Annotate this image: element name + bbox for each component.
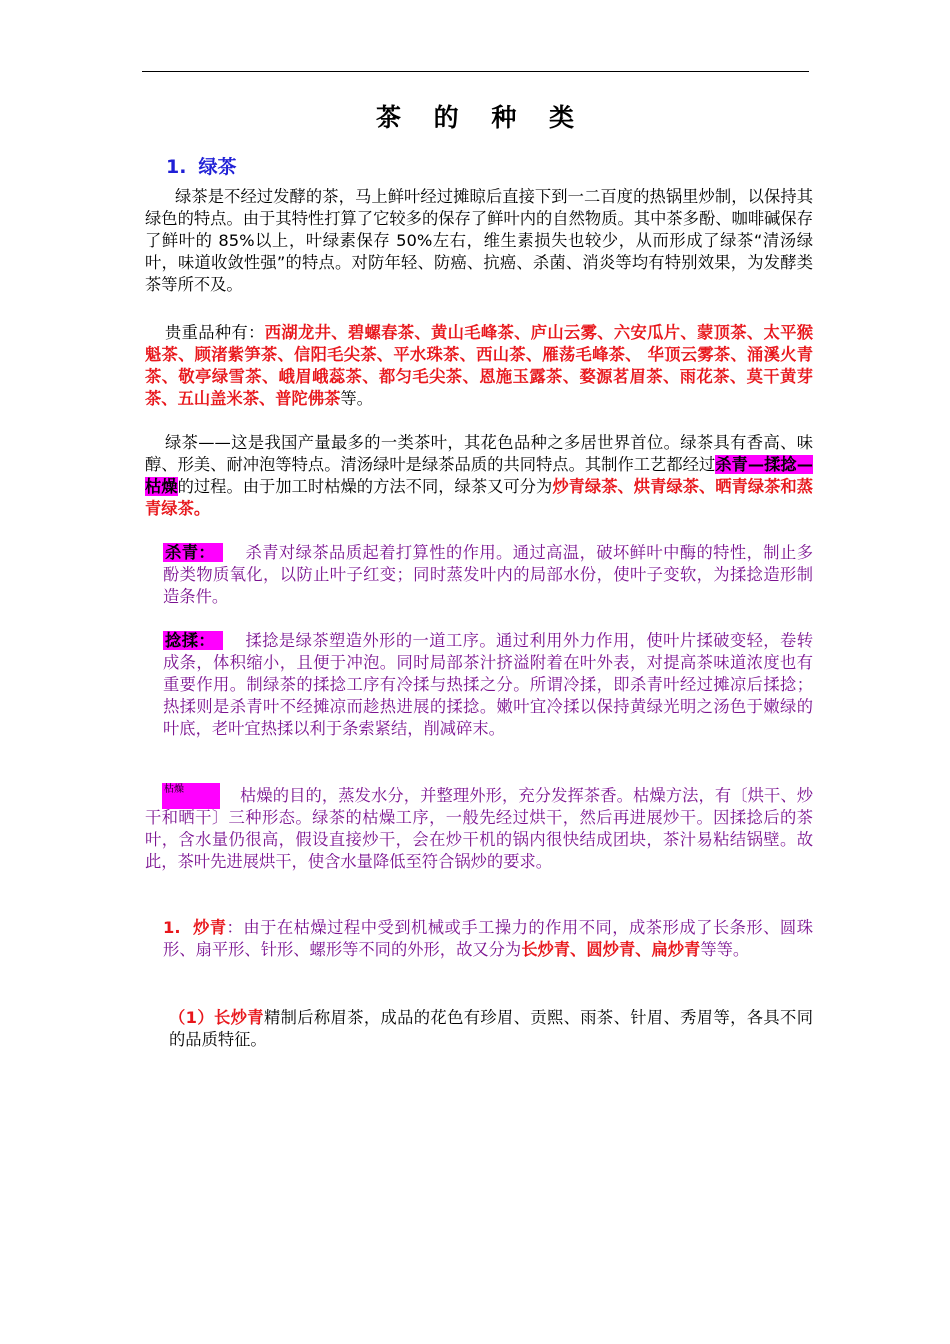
- chaoqing-label: 炒青: [192, 918, 227, 937]
- overview-part2: 的过程。由于加工时枯燥的方法不同，绿茶又可分为: [177, 477, 553, 496]
- intro-paragraph: 绿茶是不经过发酵的茶，马上鲜叶经过摊晾后直接下到一二百度的热锅里炒制，以保持其绿色的特点。由于其特性打算了它较多的保存了鲜叶内的自然物质。其中茶多酚、咖啡碱保存了鲜叶的 85%以上，叶绿素保存 50%左右，维生素损失也较少，从而形成了绿茶“清汤绿叶，味道收敛性强”的特点。对防年轻、防癌、抗癌、杀菌、消炎等均有特别效果，为发酵类茶等所不及。: [145, 187, 813, 294]
- ganzao-label: 枯燥: [162, 783, 220, 809]
- page-title: 茶 的 种 类: [375, 103, 587, 132]
- varieties-paragraph: [145, 322, 813, 410]
- changchaoqing-label: 长炒青: [214, 1008, 264, 1027]
- changchaoqing-paragraph: [145, 1007, 813, 1051]
- header-rule: [142, 71, 809, 72]
- section-heading-green-tea: [166, 152, 236, 179]
- green-tea-types: 炒青绿茶、烘青绿茶、晒青绿茶和蒸青绿茶。: [145, 477, 813, 518]
- rounian-label: 捻揉：: [163, 631, 223, 650]
- rounian-paragraph: [145, 630, 813, 740]
- rounian-text: 揉捻是绿茶塑造外形的一道工序。通过利用外力作用，使叶片揉破变轻，卷转成条，体积缩小，且便于冲泡。同时局部茶汁挤溢附着在叶外表，对提高茶味道浓度也有重要作用。制绿茶的揉捻工序有冷揉与热揉之分。所谓冷揉，即杀青叶经过摊凉后揉捻；热揉则是杀青叶不经摊凉而趁热进展的揉捻。嫩叶宜冷揉以保持黄绿光明之汤色于嫩绿的叶底，老叶宜热揉以利于条索紧结，削减碎末。: [163, 631, 813, 738]
- overview-part1: 绿茶——这是我国产量最多的一类茶叶，其花色品种之多居世界首位。绿茶具有香高、味醇、形美、耐冲泡等特点。清汤绿叶是绿茶品质的共同特点。其制作工艺都经过: [145, 433, 813, 474]
- varieties-tail: 等。: [340, 389, 373, 408]
- process-highlight: 杀青—揉捻—枯燥: [145, 455, 813, 496]
- varieties-lead: 贵重品种有：: [165, 323, 265, 342]
- shaqing-text: 杀青对绿茶品质起着打算性的作用。通过高温，破坏鲜叶中酶的特性，制止多酚类物质氧化，以防止叶子红变；同时蒸发叶内的局部水份，使叶子变软，为揉捻造形制造条件。: [163, 543, 813, 606]
- shaqing-label: 杀青：: [163, 543, 223, 562]
- chaoqing-tail: 等等。: [700, 940, 750, 959]
- section-title: 绿茶: [198, 156, 237, 178]
- changchaoqing-number: （1）: [169, 1008, 214, 1027]
- section-number: 1.: [166, 156, 187, 178]
- ganzao-paragraph: 枯燥的目的，蒸发水分，并整理外形，充分发挥茶香。枯燥方法，有〔烘干、炒干和晒干〕三种形态。绿茶的枯燥工序，一般先经过烘干，然后再进展炒干。因揉捻后的茶叶，含水量仍很高，假设直接炒干，会在炒干机的锅内很快结成团块，茶汁易粘结锅壁。故此，茶叶先进展烘干，使含水量降低至符合锅炒的要求。: [145, 786, 813, 871]
- chaoqing-number: 1.: [163, 918, 181, 937]
- chaoqing-text: ：由于在枯燥过程中受到机械或手工操力的作用不同，成茶形成了长条形、圆珠形、扇平形、针形、螺形等不同的外形，故又分为: [163, 918, 813, 959]
- changchaoqing-text: 精制后称眉茶，成品的花色有珍眉、贡熙、雨茶、针眉、秀眉等，各具不同的品质特征。: [169, 1008, 813, 1049]
- chaoqing-paragraph: [145, 917, 813, 961]
- overview-paragraph: [145, 432, 813, 520]
- shaqing-paragraph: [145, 542, 813, 608]
- chaoqing-types: 长炒青、圆炒青、扁炒青: [521, 940, 701, 959]
- varieties-list: 西湖龙井、碧螺春茶、黄山毛峰茶、庐山云雾、六安瓜片、蒙顶茶、太平猴魁茶、顾渚紫笋茶、信阳毛尖茶、平水珠茶、西山茶、雁荡毛峰茶、 华顶云雾茶、涌溪火青茶、敬亭绿雪茶、峨眉峨蕊茶、都匀毛尖茶、恩施玉露茶、婺源茗眉茶、雨花茶、莫干黄芽茶、五山盖米茶、普陀佛茶: [145, 323, 813, 408]
